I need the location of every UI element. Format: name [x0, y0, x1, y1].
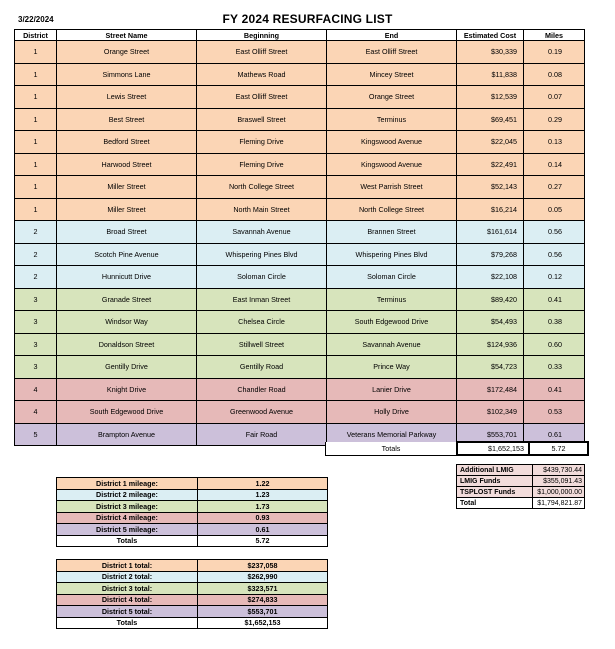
beginning-cell: Soloman Circle [197, 266, 327, 289]
miles-cell: 0.41 [524, 378, 585, 401]
column-header-end: End [327, 30, 457, 41]
miles-cell: 0.13 [524, 131, 585, 154]
funding-row [457, 476, 585, 487]
column-header-miles: Miles [524, 30, 585, 41]
street-name-cell: Miller Street [57, 198, 197, 221]
district-cost-totals-table [56, 559, 328, 629]
grand-total-value: $1,652,153 [198, 617, 328, 629]
street-name-cell: Knight Drive [57, 378, 197, 401]
district-total-label: District 2 total: [57, 571, 198, 583]
mileage-total-row [57, 535, 328, 547]
miles-cell: 0.53 [524, 401, 585, 424]
estimated-cost-cell: $11,838 [457, 63, 524, 86]
district-cell: 2 [15, 266, 57, 289]
district-cell: 1 [15, 108, 57, 131]
estimated-cost-cell: $12,539 [457, 86, 524, 109]
miles-cell: 0.12 [524, 266, 585, 289]
column-header-district: District [15, 30, 57, 41]
report-date: 3/22/2024 [18, 15, 54, 24]
district-cell: 1 [15, 63, 57, 86]
district-mileage-table [56, 477, 328, 547]
street-name-cell: Lewis Street [57, 86, 197, 109]
beginning-cell: North Main Street [197, 198, 327, 221]
street-name-cell: Gentilly Drive [57, 356, 197, 379]
end-cell: Kingswood Avenue [327, 131, 457, 154]
miles-cell: 0.19 [524, 41, 585, 64]
district-total-label: District 4 total: [57, 594, 198, 606]
beginning-cell: East Inman Street [197, 288, 327, 311]
miles-cell: 0.05 [524, 198, 585, 221]
street-name-cell: Orange Street [57, 41, 197, 64]
miles-cell: 0.61 [524, 423, 585, 446]
estimated-cost-cell: $79,268 [457, 243, 524, 266]
miles-cell: 0.60 [524, 333, 585, 356]
district-total-label: District 5 total: [57, 606, 198, 618]
beginning-cell: Stillwell Street [197, 333, 327, 356]
estimated-cost-cell: $553,701 [457, 423, 524, 446]
beginning-cell: Mathews Road [197, 63, 327, 86]
district-cell: 1 [15, 86, 57, 109]
end-cell: West Parrish Street [327, 176, 457, 199]
district-total-row [57, 571, 328, 583]
district-total-label: District 1 total: [57, 560, 198, 572]
estimated-cost-cell: $54,493 [457, 311, 524, 334]
street-name-cell: South Edgewood Drive [57, 401, 197, 424]
district-total-value: $553,701 [198, 606, 328, 618]
mileage-row [57, 501, 328, 513]
district-cell: 3 [15, 333, 57, 356]
funding-value: $1,000,000.00 [533, 487, 585, 498]
district-total-label: District 3 total: [57, 583, 198, 595]
mileage-label: District 5 mileage: [57, 524, 198, 536]
estimated-cost-cell: $30,339 [457, 41, 524, 64]
district-cell: 4 [15, 401, 57, 424]
table-row [15, 198, 585, 221]
table-row [15, 131, 585, 154]
totals-label: Totals [326, 442, 458, 455]
street-name-cell: Hunnicutt Drive [57, 266, 197, 289]
district-cell: 2 [15, 243, 57, 266]
estimated-cost-cell: $69,451 [457, 108, 524, 131]
beginning-cell: Fleming Drive [197, 131, 327, 154]
table-row [15, 108, 585, 131]
mileage-label: District 3 mileage: [57, 501, 198, 513]
end-cell: Savannah Avenue [327, 333, 457, 356]
street-name-cell: Brampton Avenue [57, 423, 197, 446]
table-row [15, 356, 585, 379]
district-total-value: $262,990 [198, 571, 328, 583]
table-row [15, 63, 585, 86]
miles-cell: 0.33 [524, 356, 585, 379]
table-row [15, 333, 585, 356]
mileage-value: 1.23 [198, 489, 328, 501]
street-name-cell: Donaldson Street [57, 333, 197, 356]
estimated-cost-cell: $22,045 [457, 131, 524, 154]
totals-miles: 5.72 [529, 442, 588, 455]
miles-cell: 0.41 [524, 288, 585, 311]
mileage-row [57, 489, 328, 501]
beginning-cell: Fleming Drive [197, 153, 327, 176]
beginning-cell: Greenwood Avenue [197, 401, 327, 424]
district-total-row [57, 583, 328, 595]
mileage-label: District 4 mileage: [57, 512, 198, 524]
beginning-cell: Whispering Pines Blvd [197, 243, 327, 266]
end-cell: North College Street [327, 198, 457, 221]
table-row [15, 311, 585, 334]
street-name-cell: Miller Street [57, 176, 197, 199]
district-cell: 1 [15, 153, 57, 176]
end-cell: South Edgewood Drive [327, 311, 457, 334]
estimated-cost-cell: $54,723 [457, 356, 524, 379]
end-cell: Soloman Circle [327, 266, 457, 289]
end-cell: Kingswood Avenue [327, 153, 457, 176]
grand-totals-row [325, 441, 589, 456]
mileage-label: District 1 mileage: [57, 478, 198, 490]
end-cell: Orange Street [327, 86, 457, 109]
mileage-row [57, 524, 328, 536]
street-name-cell: Granade Street [57, 288, 197, 311]
grand-total-row [57, 617, 328, 629]
mileage-label: District 2 mileage: [57, 489, 198, 501]
table-row [15, 41, 585, 64]
beginning-cell: Chelsea Circle [197, 311, 327, 334]
table-row [15, 378, 585, 401]
column-header-estimated-cost: Estimated Cost [457, 30, 524, 41]
district-total-value: $274,833 [198, 594, 328, 606]
estimated-cost-cell: $161,614 [457, 221, 524, 244]
end-cell: Mincey Street [327, 63, 457, 86]
end-cell: East Olliff Street [327, 41, 457, 64]
district-cell: 2 [15, 221, 57, 244]
end-cell: Prince Way [327, 356, 457, 379]
district-cell: 5 [15, 423, 57, 446]
funding-label: LMIG Funds [457, 476, 533, 487]
table-row [15, 243, 585, 266]
district-total-value: $323,571 [198, 583, 328, 595]
table-row [15, 153, 585, 176]
street-name-cell: Best Street [57, 108, 197, 131]
end-cell: Brannen Street [327, 221, 457, 244]
miles-cell: 0.29 [524, 108, 585, 131]
funding-total-label: Total [457, 498, 533, 509]
beginning-cell: Braswell Street [197, 108, 327, 131]
beginning-cell: Savannah Avenue [197, 221, 327, 244]
end-cell: Terminus [327, 108, 457, 131]
district-total-row [57, 560, 328, 572]
beginning-cell: East Olliff Street [197, 86, 327, 109]
district-total-row [57, 594, 328, 606]
miles-cell: 0.27 [524, 176, 585, 199]
end-cell: Lanier Drive [327, 378, 457, 401]
street-name-cell: Simmons Lane [57, 63, 197, 86]
funding-label: Additional LMIG [457, 465, 533, 476]
mileage-value: 0.61 [198, 524, 328, 536]
estimated-cost-cell: $16,214 [457, 198, 524, 221]
end-cell: Terminus [327, 288, 457, 311]
street-name-cell: Windsor Way [57, 311, 197, 334]
street-name-cell: Scotch Pine Avenue [57, 243, 197, 266]
end-cell: Holly Drive [327, 401, 457, 424]
district-cell: 3 [15, 311, 57, 334]
district-cell: 1 [15, 176, 57, 199]
funding-value: $439,730.44 [533, 465, 585, 476]
miles-cell: 0.07 [524, 86, 585, 109]
district-cell: 1 [15, 41, 57, 64]
table-row [15, 401, 585, 424]
funding-row [457, 465, 585, 476]
district-cell: 3 [15, 356, 57, 379]
estimated-cost-cell: $102,349 [457, 401, 524, 424]
district-cell: 3 [15, 288, 57, 311]
estimated-cost-cell: $172,484 [457, 378, 524, 401]
column-header-street-name: Street Name [57, 30, 197, 41]
funding-label: TSPLOST Funds [457, 487, 533, 498]
mileage-row [57, 478, 328, 490]
district-total-value: $237,058 [198, 560, 328, 572]
district-cell: 4 [15, 378, 57, 401]
street-name-cell: Broad Street [57, 221, 197, 244]
funding-row [457, 487, 585, 498]
table-row [15, 266, 585, 289]
estimated-cost-cell: $124,936 [457, 333, 524, 356]
mileage-total-value: 5.72 [198, 535, 328, 547]
street-name-cell: Harwood Street [57, 153, 197, 176]
table-row [15, 176, 585, 199]
miles-cell: 0.14 [524, 153, 585, 176]
mileage-value: 0.93 [198, 512, 328, 524]
table-header-row [15, 30, 585, 41]
beginning-cell: North College Street [197, 176, 327, 199]
table-row [15, 221, 585, 244]
end-cell: Veterans Memorial Parkway [327, 423, 457, 446]
district-cell: 1 [15, 131, 57, 154]
beginning-cell: Chandler Road [197, 378, 327, 401]
beginning-cell: Gentilly Road [197, 356, 327, 379]
mileage-value: 1.73 [198, 501, 328, 513]
estimated-cost-cell: $22,108 [457, 266, 524, 289]
funding-total-row [457, 498, 585, 509]
street-name-cell: Bedford Street [57, 131, 197, 154]
totals-cost: $1,652,153 [457, 442, 529, 455]
table-row [15, 86, 585, 109]
end-cell: Whispering Pines Blvd [327, 243, 457, 266]
miles-cell: 0.56 [524, 243, 585, 266]
estimated-cost-cell: $89,420 [457, 288, 524, 311]
beginning-cell: East Olliff Street [197, 41, 327, 64]
table-row [15, 288, 585, 311]
estimated-cost-cell: $52,143 [457, 176, 524, 199]
resurfacing-table [14, 29, 585, 446]
column-header-beginning: Beginning [197, 30, 327, 41]
funding-value: $355,091.43 [533, 476, 585, 487]
estimated-cost-cell: $22,491 [457, 153, 524, 176]
mileage-row [57, 512, 328, 524]
beginning-cell: Fair Road [197, 423, 327, 446]
grand-total-label: Totals [57, 617, 198, 629]
district-total-row [57, 606, 328, 618]
mileage-total-label: Totals [57, 535, 198, 547]
district-cell: 1 [15, 198, 57, 221]
page-title: FY 2024 RESURFACING LIST [222, 12, 393, 26]
miles-cell: 0.56 [524, 221, 585, 244]
funding-table [456, 464, 585, 509]
mileage-value: 1.22 [198, 478, 328, 490]
miles-cell: 0.08 [524, 63, 585, 86]
miles-cell: 0.38 [524, 311, 585, 334]
funding-total-value: $1,794,821.87 [533, 498, 585, 509]
